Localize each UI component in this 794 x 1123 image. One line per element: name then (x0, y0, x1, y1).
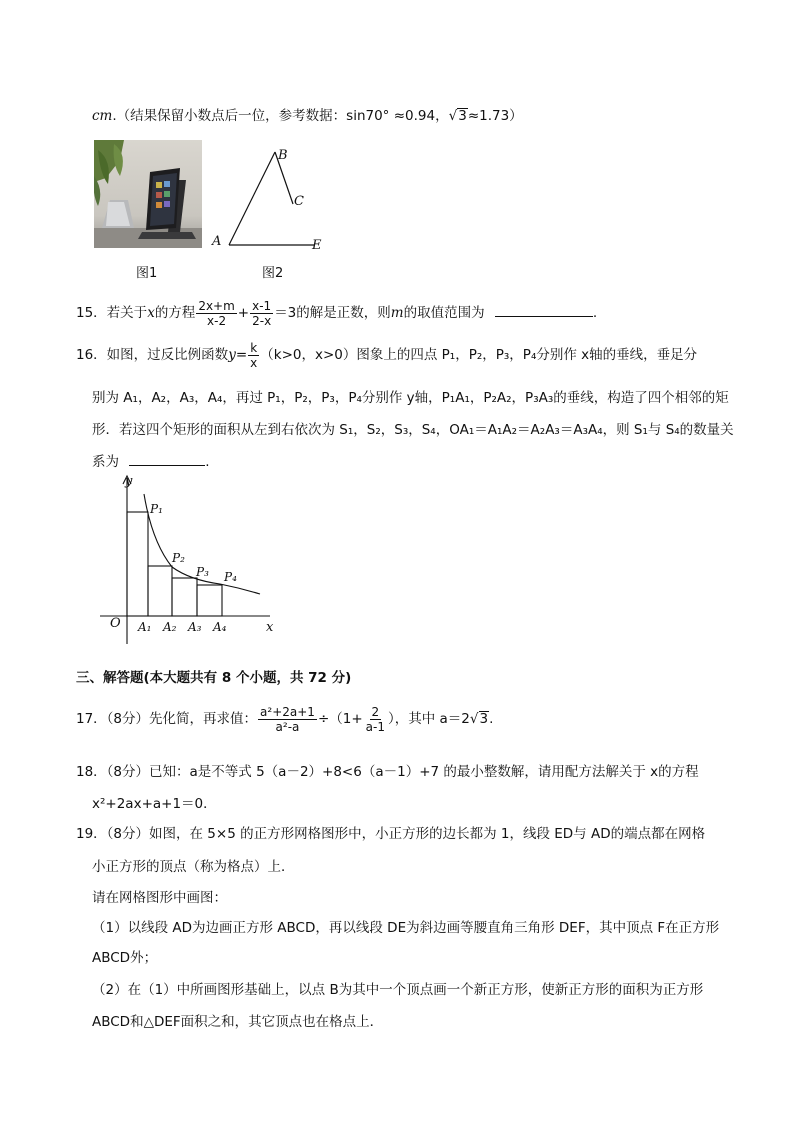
question-19-line2: 小正方形的顶点（称为格点）上． (92, 859, 295, 875)
q16-frac (248, 341, 259, 370)
q17-end: . (489, 711, 494, 727)
q15-suffix: 的取值范围为 (403, 305, 485, 321)
q15-eq: ＝3的解是正数，则 (274, 305, 391, 321)
q15-answer-blank[interactable] (495, 316, 593, 317)
q15-var: x (147, 305, 155, 321)
q16-frac-num: k (250, 340, 258, 355)
question-18-line2: x²+2ax+a+1＝0． (92, 796, 217, 812)
fig2-label-B: B (278, 148, 288, 163)
question-16-line4 (92, 450, 210, 470)
q17-frac2-den: a-1 (365, 719, 385, 734)
graph-y-label: y (125, 474, 133, 489)
q15-prefix: 15．若关于 (76, 305, 148, 321)
graph-point-P1: P₁ (150, 502, 163, 516)
q15-frac2-num: x-1 (252, 298, 272, 313)
question-19-line6: （2）在（1）中所画图形基础上，以点 B为其中一个顶点画一个新正方形，使新正方形的面积为正方形 (92, 982, 704, 998)
q17-prefix: 17．（8分）先化简，再求值： (76, 711, 258, 727)
graph-origin: O (110, 616, 121, 631)
q16-line4-text: 系为 (92, 454, 119, 470)
section-3-heading: 三、解答题(本大题共有 8 个小题，共 72 分) (76, 670, 352, 686)
question-16-line2: 别为 A₁，A₂，A₃，A₄，再过 P₁，P₂，P₃，P₄分别作 y轴，P₁A₁，P₂A₂，P₃A₃的垂线，构造了四个相邻的矩 (92, 390, 729, 406)
graph-point-P3: P₃ (196, 565, 209, 579)
question-16-line3: 形．若这四个矩形的面积从左到右依次为 S₁，S₂，S₃，S₄，OA₁＝A₁A₂＝A₂A₃＝A₃A₄，则 S₁与 S₄的数量关 (92, 422, 734, 438)
graph-x-label: x (266, 620, 274, 635)
q17-sqrt-radicand: 3 (479, 711, 489, 727)
q14-text: .（结果保留小数点后一位，参考数据：sin70° ≈0.94， (112, 108, 449, 124)
q16-answer-blank[interactable] (129, 465, 205, 466)
q14-sqrt-radicand: 3 (458, 108, 467, 124)
q15-frac1-num: 2x+m (198, 298, 235, 313)
graph-foot-A2: A₂ (163, 620, 177, 634)
q15-m: m (390, 305, 404, 321)
q17-div: ÷（1+ (317, 711, 363, 727)
question-15 (76, 296, 597, 330)
phone-stand-image (94, 140, 202, 248)
rect-S1 (127, 512, 148, 616)
graph-point-P4: P₄ (224, 570, 237, 584)
segment-AB (229, 152, 275, 245)
graph-foot-A1: A₁ (138, 620, 152, 634)
question-16-line1 (76, 338, 697, 372)
q15-end: . (592, 305, 598, 321)
q16-y: y (228, 347, 236, 363)
q16-frac-den: x (250, 355, 258, 370)
fig2-label-A: A (212, 234, 222, 249)
graph-foot-A3: A₃ (188, 620, 202, 634)
q14-approx: ≈1.73） (467, 108, 523, 124)
fig2-label-E: E (312, 238, 322, 253)
q17-frac1-den: a²-a (275, 719, 300, 734)
question-17 (76, 702, 493, 736)
q17-frac1 (258, 705, 317, 734)
q16-line1-a: 16．如图，过反比例函数 (76, 347, 229, 363)
q15-mid: 的方程 (154, 305, 196, 321)
q16-line1-b: （k>0，x>0）图象上的四点 P₁，P₂，P₃，P₄分别作 x轴的垂线，垂足分 (260, 347, 698, 363)
rect-S3 (172, 578, 197, 616)
question-18-line1: 18．（8分）已知：a是不等式 5（a－2）+8<6（a－1）+7 的最小整数解，请用配方法解关于 x的方程 (76, 764, 699, 780)
question-19-line1: 19．（8分）如图，在 5×5 的正方形网格图形中，小正方形的边长都为 1，线段 ED与 AD的端点都在网格 (76, 826, 706, 842)
q17-frac2-num: 2 (371, 704, 380, 719)
question-19-line7: ABCD和△DEF面积之和，其它顶点也在格点上． (92, 1014, 384, 1030)
q15-frac1-den: x-2 (207, 313, 227, 328)
q15-frac2 (250, 299, 273, 328)
q15-frac2-den: 2-x (252, 313, 272, 328)
question-19-line3: 请在网格图形中画图： (92, 890, 227, 906)
rect-S4 (197, 585, 222, 616)
q17-frac1-num: a²+2a+1 (260, 704, 315, 719)
q14-tail-line (92, 104, 523, 124)
q17-mid: ），其中 a＝2 (387, 711, 470, 727)
sqrt-sign: √ (448, 108, 458, 124)
figure1-caption: 图1 (136, 266, 158, 281)
figure1-photo (94, 140, 202, 248)
q15-frac1 (196, 299, 236, 328)
question-19-line4: （1）以线段 AD为边画正方形 ABCD，再以线段 DE为斜边画等腰直角三角形 DEF，其中顶点 F在正方形 (92, 920, 720, 936)
fig2-label-C: C (294, 194, 304, 209)
figure2-caption: 图2 (262, 266, 284, 281)
q17-frac2 (364, 705, 387, 734)
question-19-line5: ABCD外； (92, 950, 158, 966)
q15-plus: + (237, 305, 250, 321)
q16-line4-end: . (205, 454, 210, 470)
q14-unit: cm (92, 108, 113, 124)
graph-point-P2: P₂ (172, 551, 185, 565)
rect-S2 (148, 566, 172, 616)
q16-eq: = (235, 347, 248, 363)
q17-sqrt-sign: √ (469, 711, 479, 727)
graph-foot-A4: A₄ (213, 620, 227, 634)
